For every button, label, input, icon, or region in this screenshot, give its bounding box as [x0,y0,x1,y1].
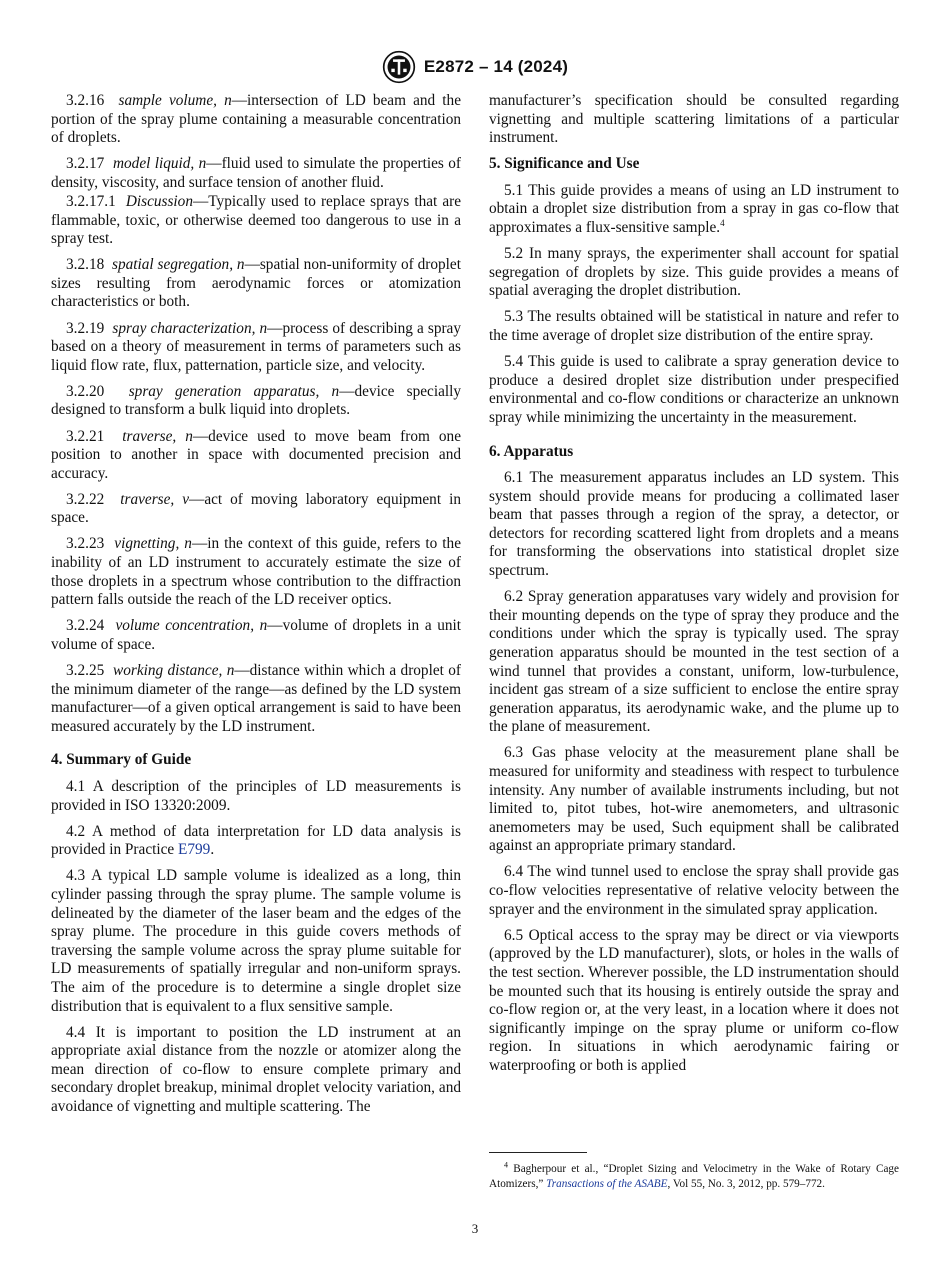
paragraph-4-3: 4.3 A typical LD sample volume is idealized as a long, thin cylinder passing through the spray plume. The sample volume is delineated by the diameter of the laser beam and the edges of the spray plume. The procedure in this guide covers methods of traversing the sample volume across the spray plume suitable for LD measurements of spatially irregular and non-uniform sprays. The aim of the procedure is to determine a single droplet size distribution that is equivalent to a flux sensitive sample. [51,867,461,1015]
paragraph-6-1: 6.1 The measurement apparatus includes an LD system. This system should provide means for producing a collimated laser beam that passes through a region of the spray, a detector, or detectors for recording scattered light from droplets and a means for transforming the observations into statistical droplet size spectrum. [489,469,899,580]
section-heading-6: 6. Apparatus [489,442,574,460]
astm-logo-icon [382,50,416,84]
definition-3-2-17-1: 3.2.17.1 Discussion—Typically used to replace sprays that are flammable, toxic, or otherwise deemed too dangerous to use in a spray test. [51,192,461,248]
paragraph-6-5: 6.5 Optical access to the spray may be direct or via viewports (approved by the LD manufacturer), slots, or holes in the walls of the test section. Wherever possible, the LD instrumentation should be mounted such that its housing is entirely outside the spray and co-flow region or, at the very least, in a location where it does not significantly impinge on the spray plume or uniform co-flow region. In situations in which aerodynamic fairing or waterproofing or both is applied [489,926,899,1074]
definition-3-2-25: 3.2.25 working distance, n—distance within which a droplet of the minimum diameter of the range—as defined by the LD system manufacturer—of a given optical arrangement is said to have been measured accurately by the LD instrument. [51,662,461,735]
definition-3-2-19: 3.2.19 spray characterization, n—process of describing a spray based on a theory of measurement in terms of parameters such as liquid flow rate, flux, patternation, particle size, and velocity. [51,319,461,374]
page-header [0,50,950,84]
definition-3-2-23: 3.2.23 vignetting, n—in the context of this guide, refers to the inability of an LD instrument to accurately estimate the size of those droplets in a spectrum whose contribution to the diffraction pattern falls outside the reach of the LD receiver optics. [51,535,461,609]
section-heading-5: 5. Significance and Use [489,155,640,173]
page-number: 3 [471,1221,479,1236]
definition-3-2-21: 3.2.21 traverse, n—device used to move beam from one position to another in space with documented precision and accuracy. [51,427,461,482]
definition-3-2-24: 3.2.24 volume concentration, n—volume of droplets in a unit volume of space. [51,617,462,653]
journal-link[interactable]: Transactions of the ASABE [546,1178,668,1190]
paragraph-4-4-continued: manufacturer’s specification should be consulted regarding vignetting and multiple scattering limitations of a particular instrument. [489,92,899,147]
paragraph-6-3: 6.3 Gas phase velocity at the measurement plane shall be measured for uniformity and steadiness with respect to turbulence intensity. Any number of available instruments including, but not limited to, pitot tubes, hot-wire anemometers, and ultrasonic anemometers may be used, Such equipment shall be calibrated against an appropriate primary standard. [489,744,899,855]
definition-3-2-18: 3.2.18 spatial segregation, n—spatial non-uniformity of droplet sizes resulting from aerodynamic forces or atomization characteristics or both. [51,256,461,311]
paragraph-4-4: 4.4 It is important to position the LD instrument at an appropriate axial distance from the nozzle or atomizer along the mean direction of co-flow to ensure complete primary and secondary droplet breakup, minimal droplet velocity variation, and avoidance of vignetting and multiple scattering. The [51,1023,461,1115]
paragraph-5-2: 5.2 In many sprays, the experimenter shall account for spatial segregation of droplets by size. This guide provides a means of spatial averaging the droplet distribution. [489,245,899,300]
paragraph-5-1: 5.1 This guide provides a means of using an LD instrument to obtain a droplet size distribution from a spray in gas co-flow that approximates a flux-sensitive sample.$^4$ [489,181,899,237]
definition-3-2-16: 3.2.16 sample volume, n—intersection of LD beam and the portion of the spray plume containing a measurable concentration of droplets. [51,92,461,147]
footnote-reference[interactable]: 4 [720,217,725,228]
paragraph-6-4: 6.4 The wind tunnel used to enclose the spray shall provide gas co-flow velocities representative of relative velocity between the sprayer and the environment in the simulated spray application. [489,863,899,918]
paragraph-4-1: 4.1 A description of the principles of LD measurements is provided in ISO 13320:2009. [51,778,461,814]
footnote-divider [489,1152,587,1153]
definition-3-2-20: 3.2.20 spray generation apparatus, n—device specially designed to transform a bulk liquid into droplets. [51,382,462,419]
definition-3-2-17: 3.2.17 model liquid, n—fluid used to simulate the properties of density, viscosity, and surface tension of another fluid. [51,155,461,191]
right-column [489,92,899,1083]
paragraph-6-2: 6.2 Spray generation apparatuses vary widely and provision for their mounting depends on the type of spray they produce and the conditions under which the spray is typically used. The spray generation apparatus should be mounted in the test section of a wind tunnel that provides a constant, uniform, low-turbulence, incident gas stream of a size sufficient to enclose the entire spray generation apparatus, its aerodynamic wake, and the plume up to the plane of measurement. [489,588,899,736]
paragraph-5-4: 5.4 This guide is used to calibrate a spray generation device to produce a desired droplet size distribution under prespecified environmental and co-flow conditions or characterize an unknown spray while minimizing the uncertainty in the measurement. [489,353,899,426]
section-heading-4: 4. Summary of Guide [51,751,192,769]
left-column [51,92,461,1124]
practice-e799-link[interactable]: E799 [178,841,211,859]
paragraph-4-2: 4.2 A method of data interpretation for LD data analysis is provided in Practice E799. [51,822,461,859]
paragraph-5-3: 5.3 The results obtained will be statistical in nature and refer to the time average of droplet size distribution of the entire spray. [489,308,899,345]
standard-designation: E2872 – 14 (2024) [423,57,569,76]
footnote-4: $^4$ Bagherpour et al., “Droplet Sizing and Velocimetry in the Wake of Rotary Cage Atomizers,” Transactions of the ASABE, Vol 55, No. 3, 2012, pp. 579–772. [489,1160,899,1190]
definition-3-2-22: 3.2.22 traverse, v—act of moving laboratory equipment in space. [51,490,461,527]
